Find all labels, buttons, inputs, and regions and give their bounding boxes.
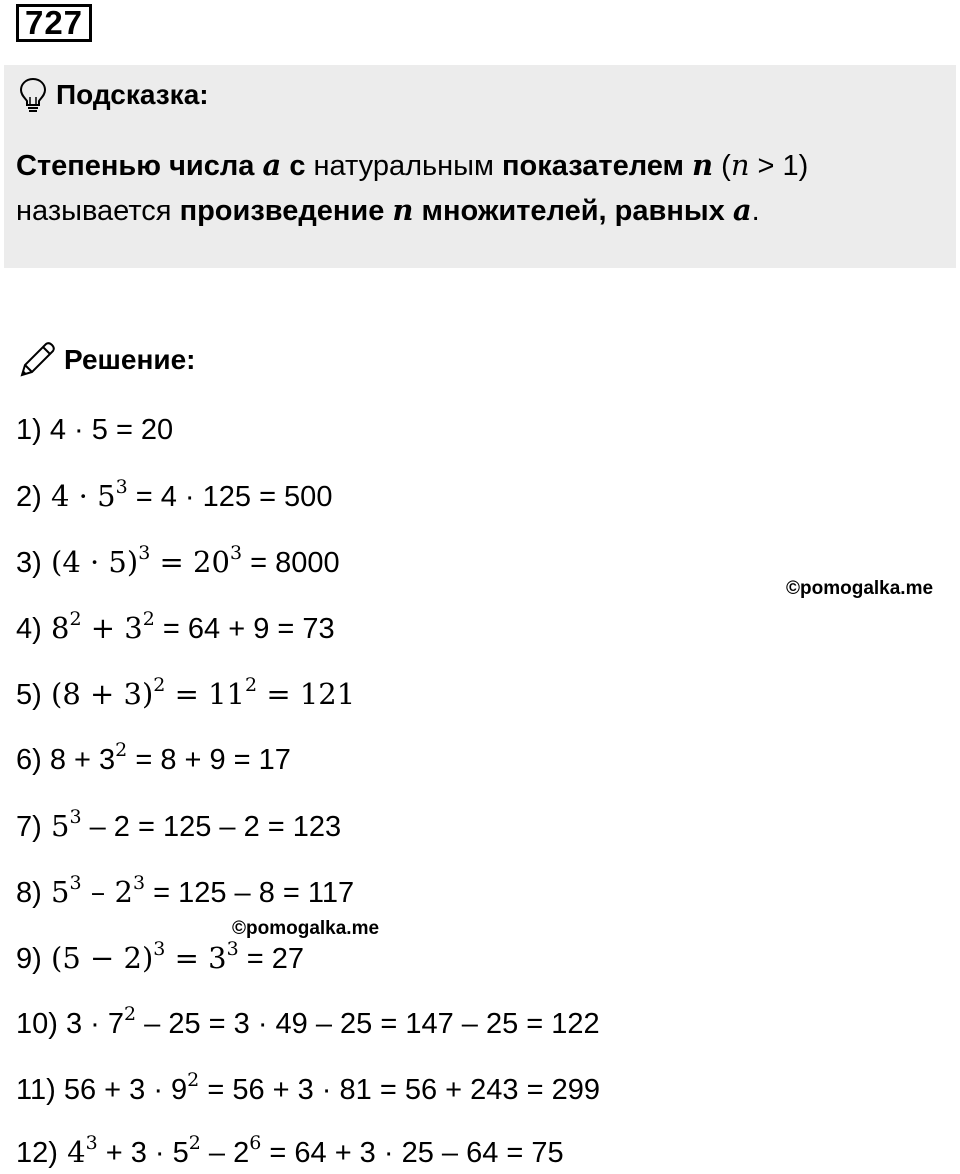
- exponent: 2: [188, 1132, 201, 1154]
- exponent: 2: [245, 674, 258, 696]
- line-number: 1): [16, 414, 42, 446]
- hint-text-part: называется: [16, 195, 180, 227]
- expr: – 2 = 125 – 2 = 123: [81, 811, 342, 843]
- solution-line-10: [16, 1003, 600, 1042]
- solution-line-11: [16, 1069, 600, 1108]
- hint-text-part: с: [281, 150, 306, 182]
- expr: 5: [41, 875, 70, 909]
- expr: = 121: [257, 677, 356, 711]
- exponent: 3: [226, 938, 239, 960]
- line-number: 10): [16, 1008, 58, 1040]
- solution-line-9: [16, 940, 304, 977]
- hint-text-part: произведение: [179, 195, 393, 227]
- hint-variable: n: [730, 148, 750, 182]
- expr: = 3: [165, 941, 227, 975]
- expr: = 125 – 8 = 117: [145, 877, 355, 909]
- exponent: 6: [249, 1132, 262, 1154]
- expr: 56 + 3 · 9: [55, 1074, 188, 1106]
- hint-text-part: показателем: [501, 150, 692, 182]
- line-number: 6): [16, 744, 42, 776]
- exponent: 3: [85, 1132, 98, 1154]
- exponent: 3: [69, 806, 82, 828]
- expr: (4 · 5): [41, 545, 139, 579]
- expr: 8: [41, 611, 70, 645]
- line-number: 2): [16, 481, 42, 513]
- solution-line-1: [16, 412, 173, 448]
- expr: = 64 + 3 · 25 – 64 = 75: [261, 1137, 564, 1169]
- exponent: 2: [124, 1003, 137, 1025]
- exponent: 3: [115, 476, 128, 498]
- solution-line-3: [16, 544, 340, 581]
- expr: 5: [41, 809, 70, 843]
- exponent: 3: [69, 872, 82, 894]
- lightbulb-icon: [18, 77, 48, 113]
- watermark: ©pomogalka.me: [232, 918, 380, 939]
- exponent: 3: [229, 542, 243, 564]
- hint-variable: a: [262, 148, 282, 182]
- hint-text-part: .: [751, 195, 760, 227]
- hint-variable: a: [732, 193, 752, 227]
- expr: = 56 + 3 · 81 = 56 + 243 = 299: [199, 1074, 600, 1106]
- exponent: 3: [153, 938, 166, 960]
- expr: + 3: [81, 611, 143, 645]
- task-number: 727: [16, 4, 92, 42]
- solution-line-8: [16, 874, 354, 911]
- line-number: 4): [16, 613, 42, 645]
- expr: = 64 + 9 = 73: [154, 613, 335, 645]
- hint-variable: n: [392, 193, 414, 227]
- watermark: ©pomogalka.me: [786, 578, 934, 599]
- line-number: 5): [16, 679, 42, 711]
- hint-text-part: множителей, равных: [413, 195, 733, 227]
- line-number: 11): [16, 1074, 56, 1106]
- solution-line-2: [16, 478, 332, 515]
- expr: = 8 + 9 = 17: [127, 744, 291, 776]
- solution-title: Решение:: [64, 344, 196, 375]
- line-number: 12): [16, 1137, 58, 1169]
- hint-text-part: натуральным: [305, 150, 502, 182]
- expr: 3 · 7: [57, 1008, 125, 1040]
- expr: = 11: [165, 677, 246, 711]
- expr: = 4 · 125 = 500: [127, 481, 333, 513]
- hint-text-part: (: [713, 150, 731, 182]
- exponent: 2: [187, 1069, 200, 1091]
- line-number: 3): [16, 547, 42, 579]
- solution-line-6: [16, 739, 291, 778]
- expr: – 25 = 3 · 49 – 25 = 147 – 25 = 122: [136, 1008, 600, 1040]
- expr: 8 + 3: [41, 744, 116, 776]
- hint-title: Подсказка:: [56, 79, 209, 110]
- line-number: 9): [16, 943, 42, 975]
- line-number: 8): [16, 877, 42, 909]
- solution-header: [16, 338, 195, 382]
- expr: 4: [57, 1135, 86, 1169]
- exponent: 2: [142, 608, 155, 630]
- expr: + 3 · 5: [97, 1137, 189, 1169]
- pencil-icon: [16, 339, 58, 381]
- expr: 4 · 5 = 20: [41, 414, 174, 446]
- hint-text-part: Степенью числа: [16, 150, 263, 182]
- expr: (8 + 3): [41, 677, 154, 711]
- hint-text-part: > 1): [749, 150, 809, 182]
- expr: 4 · 5: [41, 479, 116, 513]
- exponent: 3: [132, 872, 146, 894]
- exponent: 2: [69, 608, 82, 630]
- expr: – 2: [200, 1137, 250, 1169]
- line-number: 7): [16, 811, 42, 843]
- expr: – 2: [81, 875, 133, 909]
- hint-header: [18, 77, 209, 113]
- expr: (5 − 2): [41, 941, 154, 975]
- solution-line-7: [16, 808, 341, 845]
- solution-line-4: [16, 610, 335, 647]
- expr: = 20: [150, 545, 230, 579]
- expr: = 8000: [242, 547, 340, 579]
- exponent: 2: [153, 674, 166, 696]
- hint-text: [16, 143, 946, 233]
- solution-line-5: [16, 676, 355, 713]
- exponent: 3: [138, 542, 151, 564]
- expr: = 27: [238, 943, 304, 975]
- solution-line-12: [16, 1134, 564, 1171]
- exponent: 2: [115, 739, 128, 761]
- hint-panel: [4, 65, 956, 268]
- hint-variable: n: [692, 148, 714, 182]
